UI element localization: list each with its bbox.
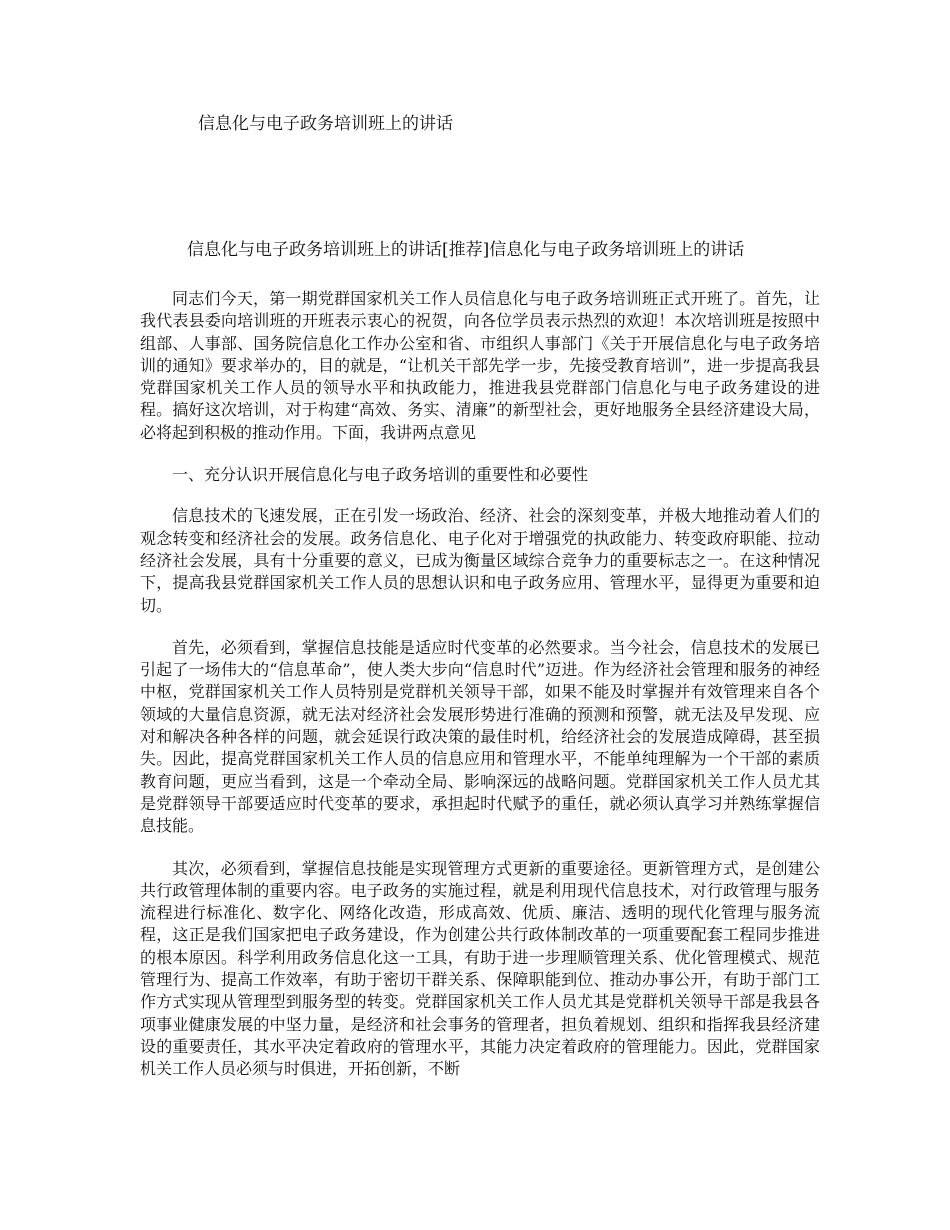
paragraph-intro: 同志们今天，第一期党群国家机关工作人员信息化与电子政务培训班正式开班了。首先，让我代表县委向培训班的开班表示衷心的祝贺，向各位学员表示热烈的欢迎！本次培训班是按照中组部、人事部、国务院信息化工作办公室和省、市组织人事部门《关于开展信息化与电子政务培训的通知》要求举办的，目的就是，“让机关干部先学一步，先接受教育培训”，进一步提高我县党群国家机关工作人员的领导水平和执政能力，推进我县党群部门信息化与电子政务建设的进程。搞好这次培训，对于构建“高效、务实、清廉”的新型社会，更好地服务全县经济建设大局，必将起到积极的推动作用。下面，我讲两点意见 (140, 289, 820, 442)
paragraph-second-point: 其次，必须看到，掌握信息技能是实现管理方式更新的重要途径。更新管理方式，是创建公共行政管理体制的重要内容。电子政务的实施过程，就是利用现代信息技术，对行政管理与服务流程进行标准化、数字化、网络化改造，形成高效、优质、廉洁、透明的现代化管理与服务流程，这正是我们国家把电子政务建设，作为创建公共行政体制改革的一项重要配套工程同步推进的根本原因。科学利用政务信息化这一工具，有助于进一步理顺管理关系、优化管理模式、规范管理行为、提高工作效率，有助于密切干群关系、保障职能到位、推动办事公开，有助于部门工作方式实现从管理型到服务型的转变。党群国家机关工作人员尤其是党群机关领导干部是我县各项事业健康发展的中坚力量，是经济和社会事务的管理者，担负着规划、组织和指挥我县经济建设的重要责任，其水平决定着政府的管理水平，其能力决定着政府的管理能力。因此，党群国家机关工作人员必须与时俱进，开拓创新，不断 (140, 858, 820, 1079)
document-body (140, 288, 820, 1101)
paragraph-first-point: 首先，必须看到，掌握信息技能是适应时代变革的必然要求。当今社会，信息技术的发展已引起了一场伟大的“信息革命”，使人类大步向“信息时代”迈进。作为经济社会管理和服务的神经中枢，党群国家机关工作人员特别是党群机关领导干部，如果不能及时掌握并有效管理来自各个领域的大量信息资源，就无法对经济社会发展形势进行准确的预测和预警，就无法及早发现、应对和解决各种各样的问题，就会延误行政决策的最佳时机，给经济社会的发展造成障碍，甚至损失。因此，提高党群国家机关工作人员的信息应用和管理水平，不能单纯理解为一个干部的素质教育问题，更应当看到，这是一个牵动全局、影响深远的战略问题。党群国家机关工作人员尤其是党群领导干部要适应时代变革的要求，承担起时代赋予的重任，就必须认真学习并熟练掌握信息技能。 (140, 637, 820, 836)
document-heading: 信息化与电子政务培训班上的讲话[推荐]信息化与电子政务培训班上的讲话 (187, 240, 745, 260)
document-title: 信息化与电子政务培训班上的讲话 (198, 114, 453, 134)
paragraph-background: 信息技术的飞速发展，正在引发一场政治、经济、社会的深刻变革，并极大地推动着人们的观念转变和经济社会的发展。政务信息化、电子化对于增强党的执政能力、转变政府职能、拉动经济社会发展，具有十分重要的意义，已成为衡量区域综合竞争力的重要标志之一。在这种情况下，提高我县党群国家机关工作人员的思想认识和电子政务应用、管理水平，显得更为重要和迫切。 (140, 506, 820, 615)
section-heading-1: 一、充分认识开展信息化与电子政务培训的重要性和必要性 (172, 465, 589, 485)
